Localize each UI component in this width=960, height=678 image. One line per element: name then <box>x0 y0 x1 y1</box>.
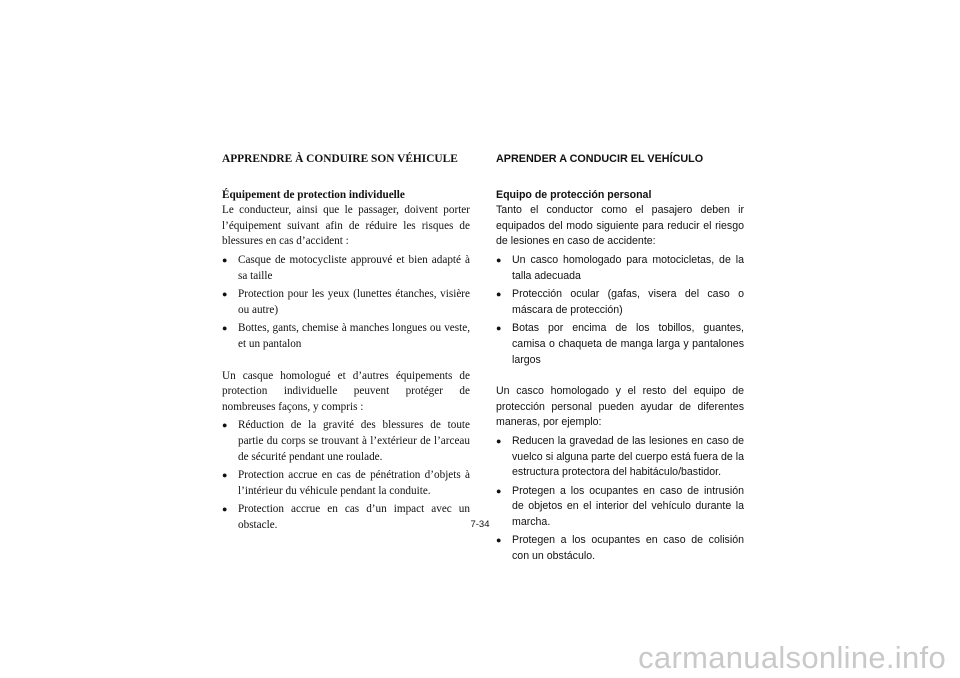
list-item: ● Protection accrue en cas de pénétration d’objets à l’intérieur du véhicule pendant la conduite. <box>222 468 470 499</box>
list-item: ● Protection pour les yeux (lunettes étanches, visière ou autre) <box>222 287 470 318</box>
bullet-dot-icon: ● <box>496 535 502 546</box>
section-title-fr: APPRENDRE À CONDUIRE SON VÉHICULE <box>222 153 458 165</box>
bullet-dot-icon: ● <box>222 504 228 515</box>
equipment-list-fr <box>222 253 470 353</box>
bullet-dot-icon: ● <box>222 323 228 334</box>
bullet-dot-icon: ● <box>496 485 502 496</box>
list-item: ● Casque de motocycliste approuvé et bien adapté à sa taille <box>222 253 470 284</box>
subsection-title-es: Equipo de protección personal <box>496 188 652 201</box>
list-item: ● Protegen a los ocupantes en caso de intrusión de objetos en el interior del vehículo durante la marcha. <box>496 484 744 531</box>
page-number: 7-34 <box>470 519 490 530</box>
list-item: ● Protection accrue en cas d’un impact avec un obstacle. <box>222 502 470 533</box>
benefits-paragraph-es: Un casco homologado y el resto del equipo de protección personal pueden ayudar de diferentes maneras, por ejemplo: <box>496 385 744 429</box>
list-item: ● Un casco homologado para motocicletas, de la talla adecuada <box>496 253 744 284</box>
benefits-list-fr <box>222 418 470 533</box>
equipment-list-es <box>496 253 744 368</box>
french-column <box>222 152 470 533</box>
list-item: ● Bottes, gants, chemise à manches longues ou veste, et un pantalon <box>222 321 470 352</box>
bullet-dot-icon: ● <box>496 289 502 300</box>
list-item: ● Réduction de la gravité des blessures de toute partie du corps se trouvant à l’extérieur de l’arceau de sécurité pendant une roulade. <box>222 418 470 465</box>
subsection-title-fr: Équipement de protection individuelle <box>222 188 405 201</box>
list-item: ● Reducen la gravedad de las lesiones en caso de vuelco si alguna parte del cuerpo está fuera de la estructura protectora del habitáculo/bastidor. <box>496 434 744 481</box>
bullet-dot-icon: ● <box>222 470 228 481</box>
bullet-dot-icon: ● <box>496 435 502 446</box>
intro-paragraph-es: Tanto el conductor como el pasajero deben ir equipados del modo siguiente para reducir el riesgo de lesiones en caso de accidente: <box>496 204 744 248</box>
bullet-dot-icon: ● <box>496 323 502 334</box>
list-item: ● Protegen a los ocupantes en caso de colisión con un obstáculo. <box>496 533 744 564</box>
list-item: ● Botas por encima de los tobillos, guantes, camisa o chaqueta de manga larga y pantalones largos <box>496 321 744 368</box>
watermark: carmanualsonline.info <box>638 640 946 675</box>
benefits-list-es <box>496 434 744 565</box>
bullet-dot-icon: ● <box>222 289 228 300</box>
intro-paragraph-fr: Le conducteur, ainsi que le passager, doivent porter l’équipement suivant afin de réduire les risques de blessures en cas d’accident : <box>222 204 470 248</box>
benefits-paragraph-fr: Un casque homologué et d’autres équipements de protection individuelle peuvent protéger de nombreuses façons, y compris : <box>222 369 470 413</box>
bullet-dot-icon: ● <box>222 254 228 265</box>
section-title-es: APRENDER A CONDUCIR EL VEHÍCULO <box>496 153 704 165</box>
bullet-dot-icon: ● <box>222 420 228 431</box>
spanish-column <box>496 152 744 565</box>
list-item: ● Protección ocular (gafas, visera del caso o máscara de protección) <box>496 287 744 318</box>
bullet-dot-icon: ● <box>496 254 502 265</box>
